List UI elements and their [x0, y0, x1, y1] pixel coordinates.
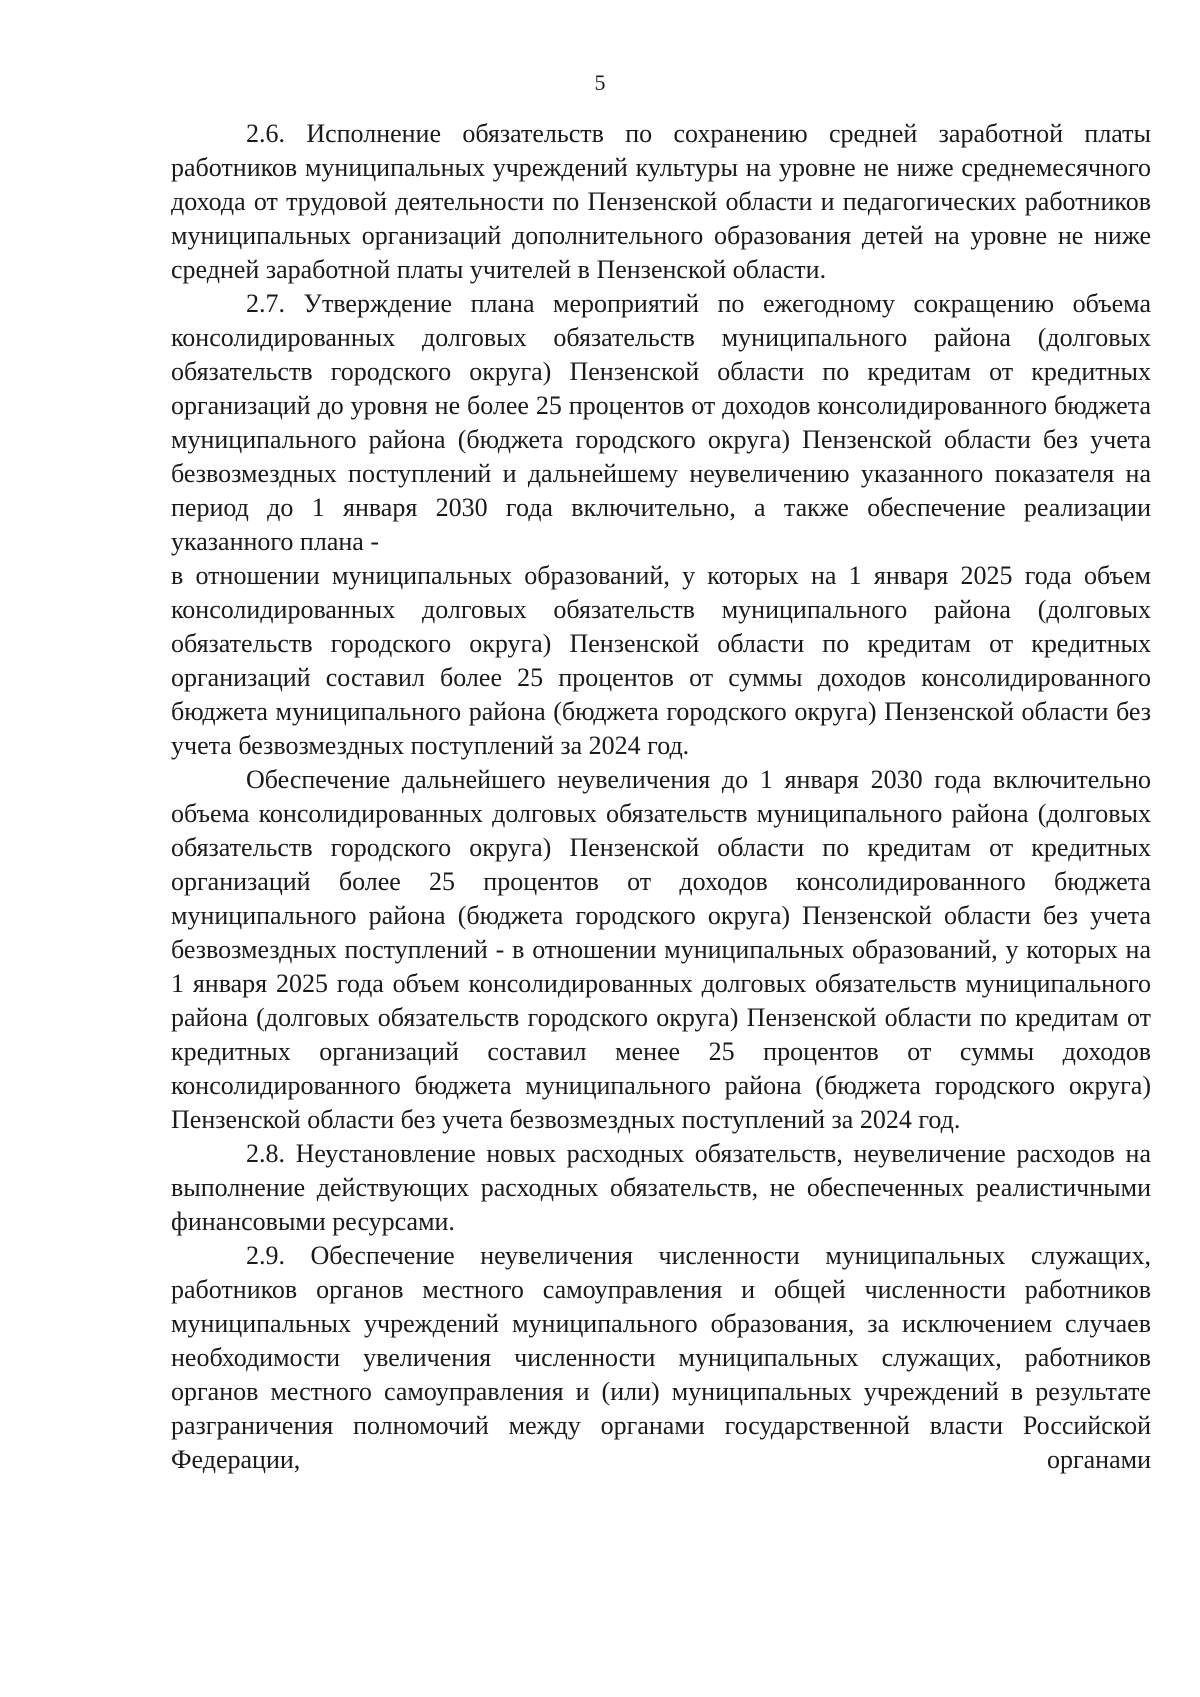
paragraph-2-7-continuation: в отношении муниципальных образований, у которых на 1 января 2025 года объем консолидированных долговых обязательств муниципального района (долговых обязательств городского округа) Пензенской области по кредитам от кредитных организаций составил более 25 процентов от суммы доходов консолидированного бюджета муниципального района (бюджета городского округа) Пензенской области без учета безвозмездных поступлений за 2024 год.	[171, 561, 1151, 760]
document-body	[171, 117, 1151, 1477]
paragraph-2-7: 2.7. Утверждение плана мероприятий по ежегодному сокращению объема консолидированных долговых обязательств муниципального района (долговых обязательств городского округа) Пензенской области по кредитам от кредитных организаций до уровня не более 25 процентов от доходов консолидированного бюджета муниципального района (бюджета городского округа) Пензенской области без учета безвозмездных поступлений и дальнейшему неувеличению указанного показателя на период до 1 января 2030 года включительно, а также обеспечение реализации указанного плана -	[171, 289, 1151, 556]
paragraph-2-9: 2.9. Обеспечение неувеличения численности муниципальных служащих, работников органов местного самоуправления и общей численности работников муниципальных учреждений муниципального образования, за исключением случаев необходимости увеличения численности муниципальных служащих, работников органов местного самоуправления и (или) муниципальных учреждений в результате разграничения полномочий между органами государственной власти Российской Федерации, органами	[171, 1241, 1151, 1474]
paragraph-2-7-second-clause: Обеспечение дальнейшего неувеличения до 1 января 2030 года включительно объема консолидированных долговых обязательств муниципального района (долговых обязательств городского округа) Пензенской области по кредитам от кредитных организаций более 25 процентов от доходов консолидированного бюджета муниципального района (бюджета городского округа) Пензенской области без учета безвозмездных поступлений - в отношении муниципальных образований, у которых на 1 января 2025 года объем консолидированных долговых обязательств муниципального района (долговых обязательств городского округа) Пензенской области по кредитам от кредитных организаций составил менее 25 процентов от суммы доходов консолидированного бюджета муниципального района (бюджета городского округа) Пензенской области без учета безвозмездных поступлений за 2024 год.	[171, 765, 1151, 1134]
paragraph-2-6: 2.6. Исполнение обязательств по сохранению средней заработной платы работников муниципальных учреждений культуры на уровне не ниже среднемесячного дохода от трудовой деятельности по Пензенской области и педагогических работников муниципальных организаций дополнительного образования детей на уровне не ниже средней заработной платы учителей в Пензенской области.	[171, 119, 1151, 284]
paragraph-2-8: 2.8. Неустановление новых расходных обязательств, неувеличение расходов на выполнение действующих расходных обязательств, не обеспеченных реалистичными финансовыми ресурсами.	[171, 1139, 1151, 1236]
page-number: 5	[594, 70, 606, 95]
